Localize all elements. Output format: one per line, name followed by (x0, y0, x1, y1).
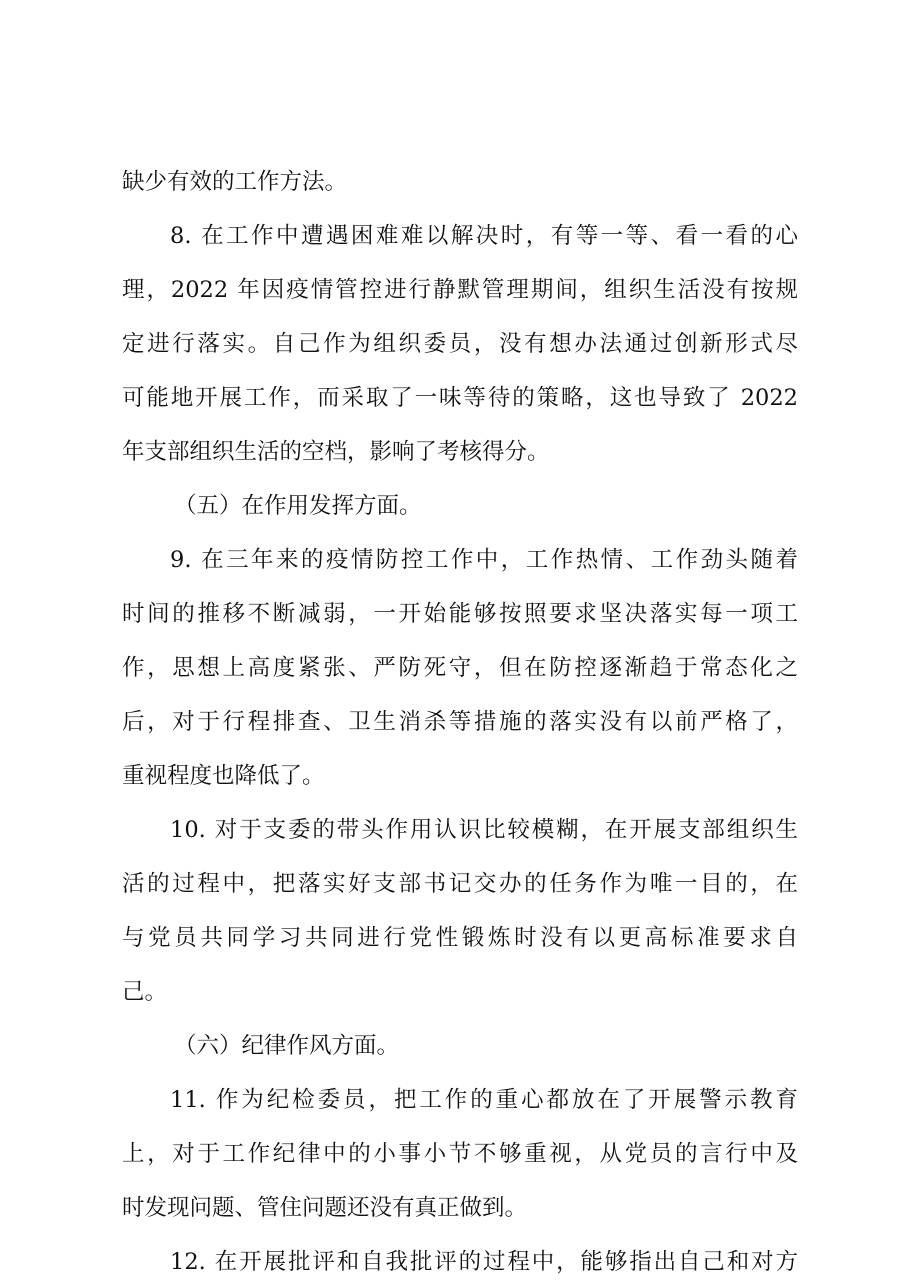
paragraph-line: 作，思想上高度紧张、严防死守，但在防控逐渐趋于常态化之 (122, 655, 798, 681)
paragraph-line: 己。 (122, 979, 168, 1005)
paragraph-line: 年支部组织生活的空档，影响了考核得分。 (122, 439, 550, 465)
paragraph-line: 可能地开展工作，而采取了一味等待的策略，这也导致了 2022 (122, 385, 798, 411)
paragraph-line: 活的过程中，把落实好支部书记交办的任务作为唯一目的，在 (122, 871, 798, 897)
paragraph-line: 时发现问题、管住问题还没有真正做到。 (122, 1195, 528, 1221)
paragraph-line: 上，对于工作纪律中的小事小节不够重视，从党员的言行中及 (122, 1141, 798, 1167)
paragraph-line: 时间的推移不断减弱，一开始能够按照要求坚决落实每一项工 (122, 601, 798, 627)
paragraph-line: 理，2022 年因疫情管控进行静默管理期间，组织生活没有按规 (122, 277, 798, 303)
paragraph-line: 定进行落实。自己作为组织委员，没有想办法通过创新形式尽 (122, 331, 798, 357)
section-heading: （五）在作用发挥方面。 (174, 493, 422, 519)
paragraph-line: 8. 在工作中遭遇困难难以解决时，有等一等、看一看的心 (170, 223, 798, 249)
section-heading: （六）纪律作风方面。 (174, 1033, 400, 1059)
paragraph-line: 重视程度也降低了。 (122, 763, 325, 789)
paragraph-line: 9. 在三年来的疫情防控工作中，工作热情、工作劲头随着 (170, 547, 798, 573)
paragraph-line: 12. 在开展批评和自我批评的过程中，能够指出自己和对方 (170, 1249, 798, 1275)
paragraph-line: 10. 对于支委的带头作用认识比较模糊，在开展支部组织生 (170, 817, 798, 843)
paragraph-line: 后，对于行程排查、卫生消杀等措施的落实没有以前严格了， (122, 709, 798, 735)
paragraph-line: 与党员共同学习共同进行党性锻炼时没有以更高标准要求自 (122, 925, 798, 951)
paragraph-line: 缺少有效的工作方法。 (122, 169, 348, 195)
paragraph-line: 11. 作为纪检委员，把工作的重心都放在了开展警示教育 (170, 1087, 798, 1113)
